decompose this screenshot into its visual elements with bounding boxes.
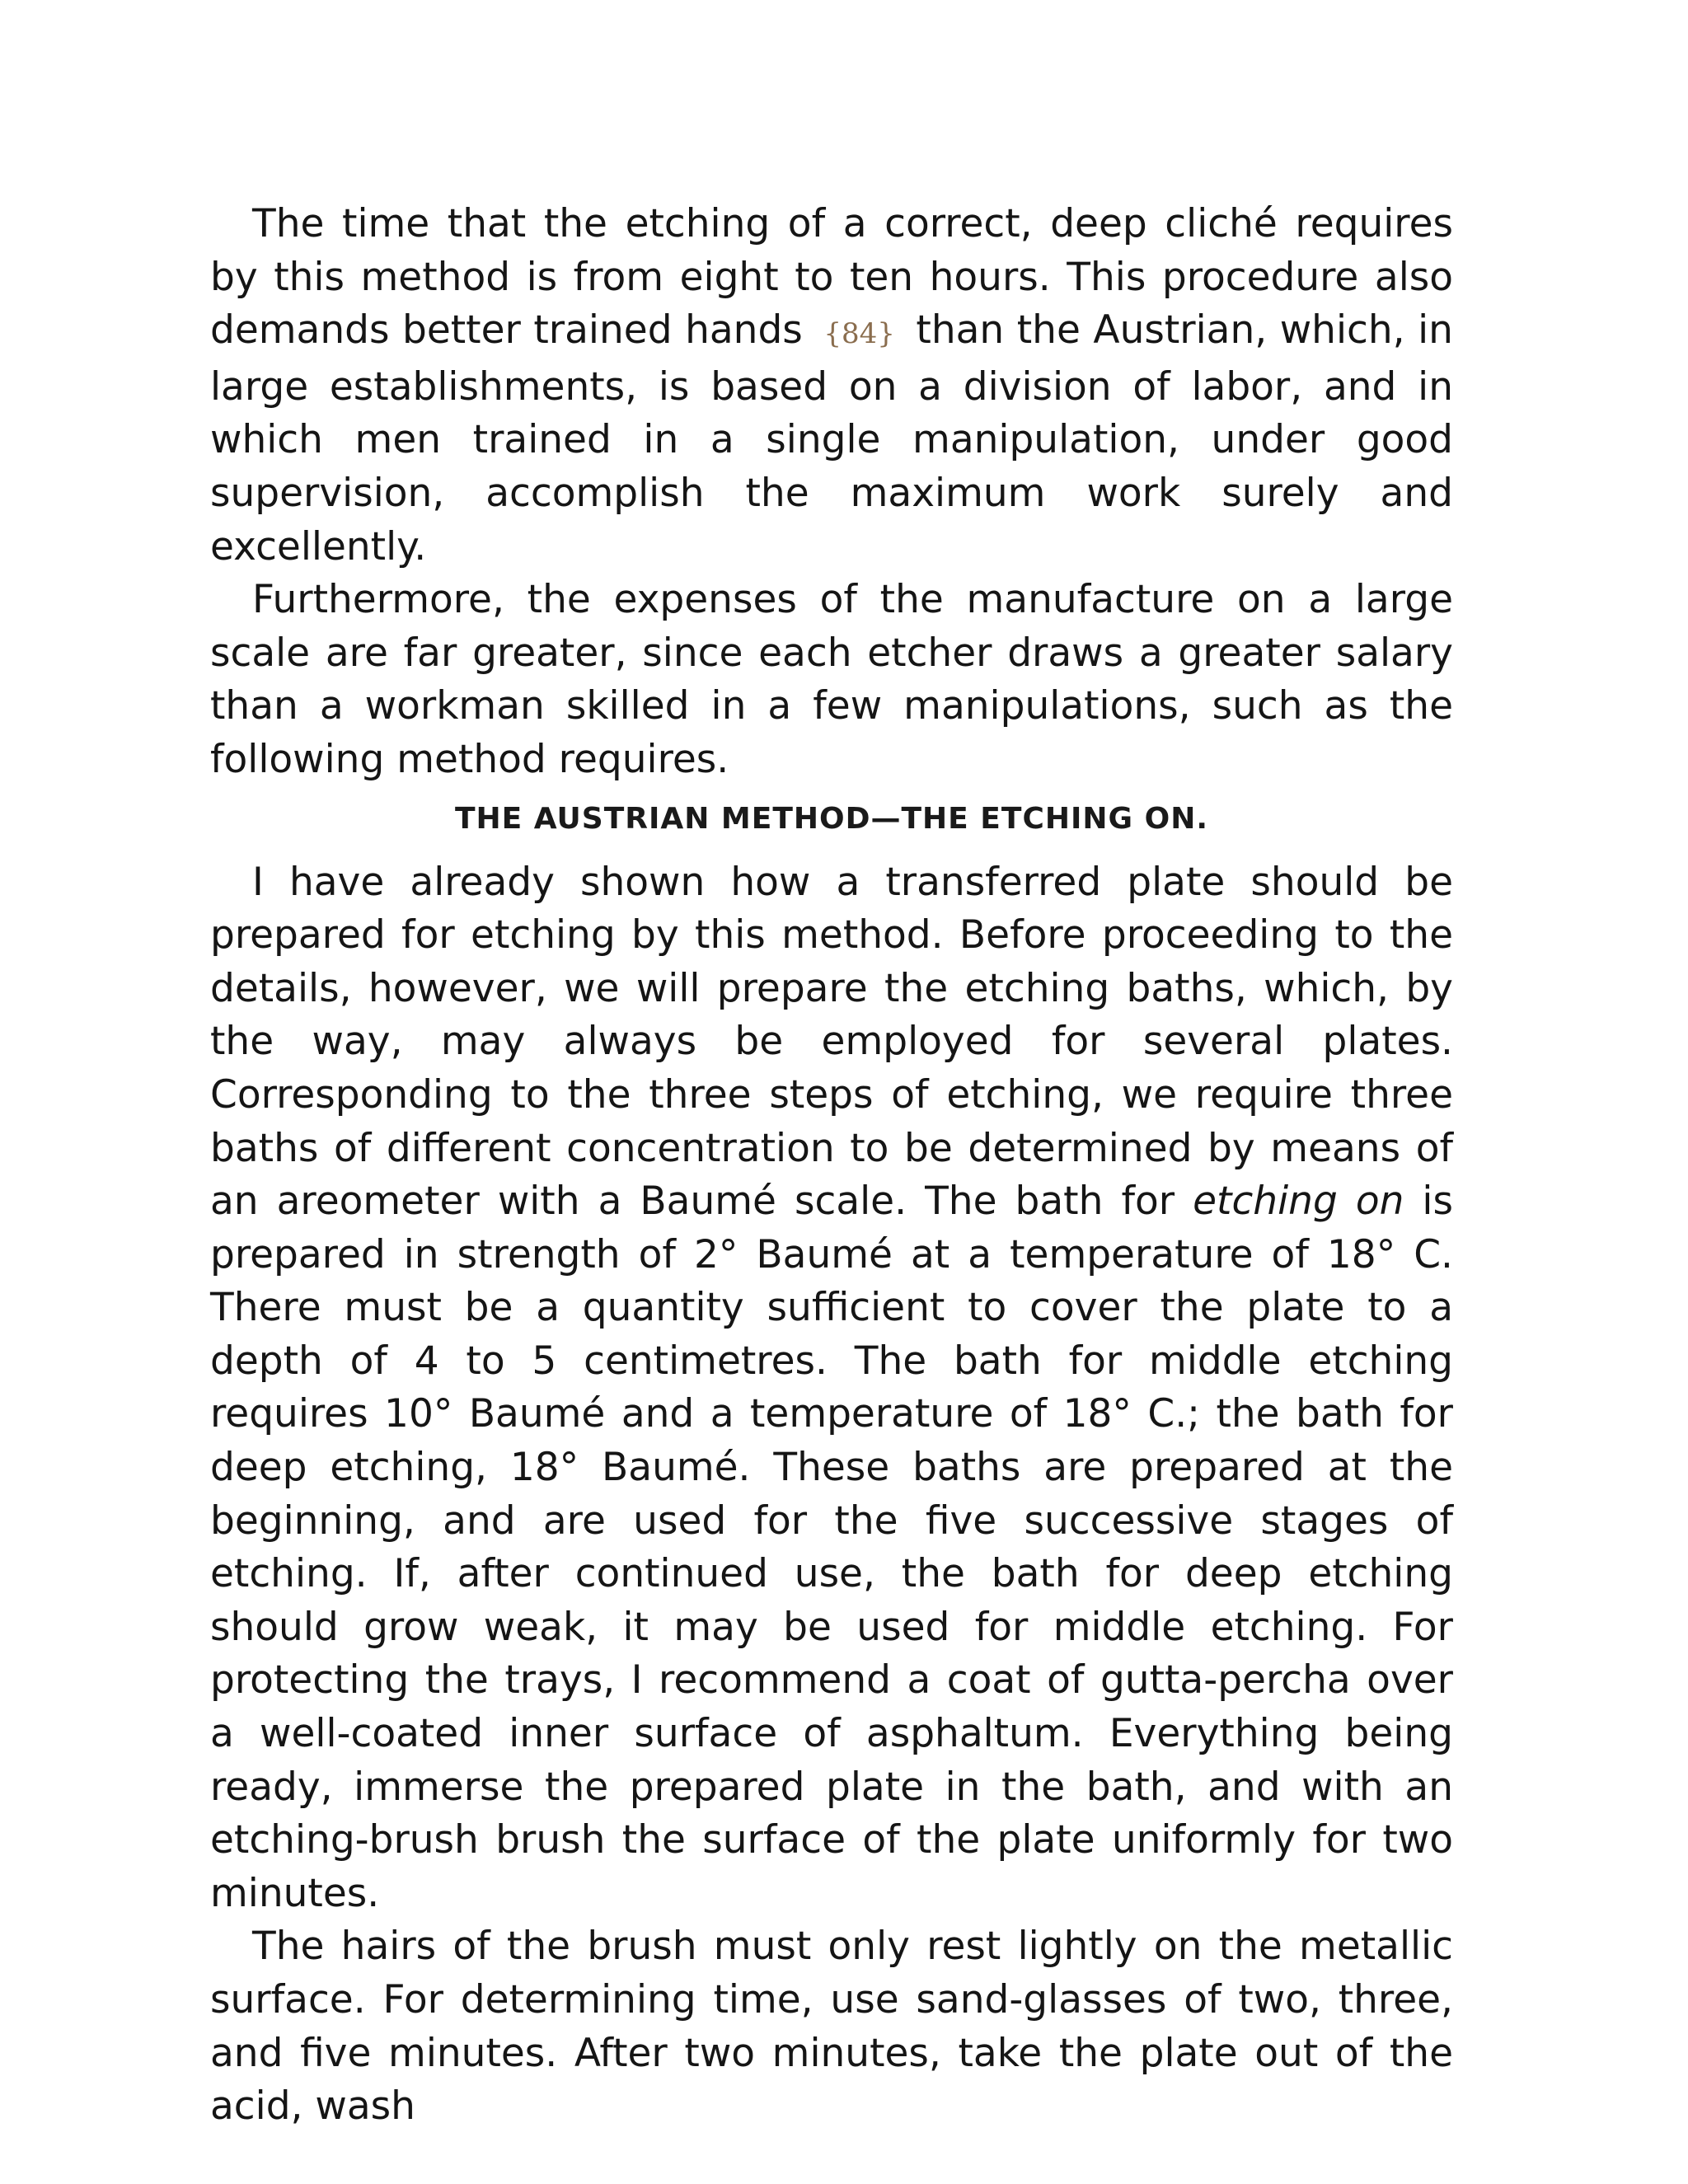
document-page [210, 198, 1453, 2134]
paragraph-brush [210, 1920, 1453, 2133]
paragraph-text: I have already shown how a transferred plate should be prepared for etching by this method. Before proceeding to the details, however, we will prepare the etching baths, which, by the way, may always be employed for several plates. Corresponding to the three steps of etching, we require three baths of different concentration to be determined by means of an areometer with a Baumé scale. The bath for [210, 859, 1453, 1225]
paragraph-baths [210, 856, 1453, 1921]
emphasis-text: etching on [1193, 1179, 1404, 1225]
paragraph-text: Furthermore, the expenses of the manufacture on a large scale are far greater, since each etcher draws a greater salary than a workman skilled in a few manipulations, such as the following method requires. [210, 577, 1453, 782]
paragraph-text: The time that the etching of a correct, deep cliché requires by this method is from eight to ten hours. This procedure also demands better trained hands [210, 201, 1453, 354]
paragraph-text: is prepared in strength of 2° Baumé at a temperature of 18° C. There must be a quantity sufficient to cover the plate to a depth of 4 to 5 centimetres. The bath for middle etching requires 10° Baumé and a temperature of 18° C.; the bath for deep etching, 18° Baumé. These baths are prepared at the beginning, and are used for the five successive stages of etching. If, after continued use, the bath for deep etching should grow weak, it may be used for middle etching. For protecting the trays, I recommend a coat of gutta-percha over a well-coated inner surface of asphaltum. Everything being ready, immerse the prepared plate in the bath, and with an etching-brush brush the surface of the plate uniformly for two minutes. [210, 1179, 1453, 1916]
paragraph-text: than the Austrian, which, in large establishments, is based on a division of labor, and in which men trained in a single manipulation, under good supervision, accomplish the maximum work surely and excellently. [210, 307, 1453, 569]
paragraph-text: The hairs of the brush must only rest lightly on the metallic surface. For determining time, use sand-glasses of two, three, and five minutes. After two minutes, take the plate out of the acid, wash [210, 1924, 1453, 2130]
paragraph-expenses [210, 574, 1453, 786]
paragraph-etching-time [210, 198, 1453, 574]
page-number: {84} [823, 317, 895, 351]
section-heading: THE AUSTRIAN METHOD—THE ETCHING ON. [454, 801, 1209, 836]
